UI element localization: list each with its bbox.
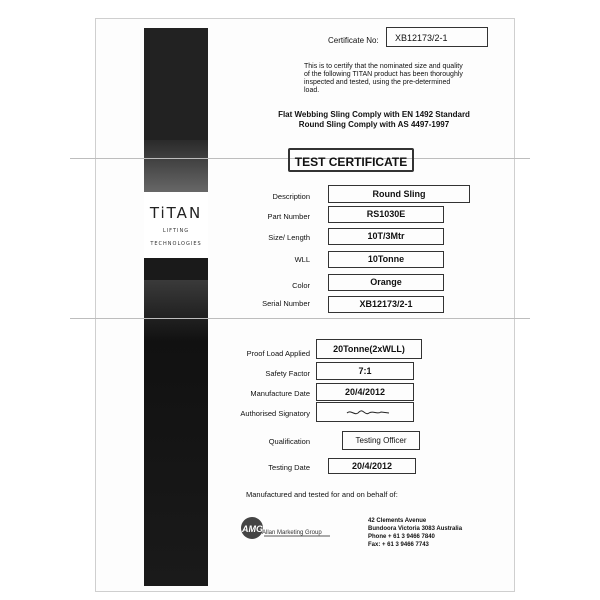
- field-value: 20/4/2012: [328, 458, 416, 474]
- field-value: XB12173/2-1: [328, 296, 444, 313]
- field-label: Color: [292, 281, 310, 290]
- titan-logo: [144, 192, 208, 258]
- fax: Fax: + 61 3 9466 7743: [368, 542, 429, 548]
- field-label: Safety Factor: [265, 369, 310, 378]
- field-label: Authorised Signatory: [240, 409, 310, 418]
- footer-text: Manufactured and tested for and on behalf of:: [246, 490, 398, 499]
- standards: [264, 110, 484, 130]
- certificate-number: XB12173/2-1: [386, 27, 488, 47]
- svg-text:AMG: AMG: [242, 524, 263, 534]
- field-label: WLL: [294, 255, 310, 264]
- field-label: Size/ Length: [268, 233, 310, 242]
- phone: Phone + 61 3 9466 7840: [368, 534, 435, 540]
- field-label: Manufacture Date: [250, 389, 310, 398]
- field-label: Part Number: [267, 212, 310, 221]
- standard-line-2: Round Sling Comply with AS 4497-1997: [298, 120, 450, 129]
- field-value: RS1030E: [328, 206, 444, 223]
- field-value: 10Tonne: [328, 251, 444, 268]
- field-label: Testing Date: [268, 463, 310, 472]
- field-label: Qualification: [268, 437, 310, 446]
- field-value: 20Tonne(2xWLL): [316, 339, 422, 359]
- address-line-2: Bundoora Victoria 3083 Australia: [368, 526, 463, 532]
- field-value: 20/4/2012: [316, 383, 414, 401]
- standard-line-1: Flat Webbing Sling Comply with EN 1492 Standard: [278, 110, 470, 119]
- company-address: [368, 517, 462, 549]
- brand-sidebar: [144, 28, 208, 586]
- sidebar-bottom: [144, 280, 208, 586]
- certificate-number-label: Certificate No:: [328, 36, 379, 45]
- field-value: 10T/3Mtr: [328, 228, 444, 245]
- amg-logo-icon: [238, 514, 334, 542]
- logo-sub-2: TECHNOLOGIES: [150, 241, 202, 247]
- field-value: 7:1: [316, 362, 414, 380]
- field-label: Proof Load Applied: [246, 349, 310, 358]
- field-label: Serial Number: [262, 299, 310, 308]
- field-label: Description: [272, 192, 310, 201]
- page-title: TEST CERTIFICATE: [288, 148, 414, 172]
- field-value: Orange: [328, 274, 444, 291]
- sidebar-top: [144, 28, 208, 140]
- company-name: Allan Marketing Group: [262, 530, 322, 536]
- signature-box: [316, 402, 414, 422]
- logo-name: TiTAN: [149, 204, 203, 222]
- intro-text: This is to certify that the nominated size and quality of the following TITAN product has been thoroughly inspected and tested, using the pre-determined load.: [304, 63, 463, 94]
- scan-line: [70, 318, 530, 319]
- logo-sub-1: LIFTING: [162, 228, 190, 234]
- address-line-1: 42 Clements Avenue: [368, 518, 427, 524]
- signature-icon: [317, 403, 413, 421]
- field-value: Round Sling: [328, 185, 470, 203]
- field-value: Testing Officer: [342, 431, 420, 450]
